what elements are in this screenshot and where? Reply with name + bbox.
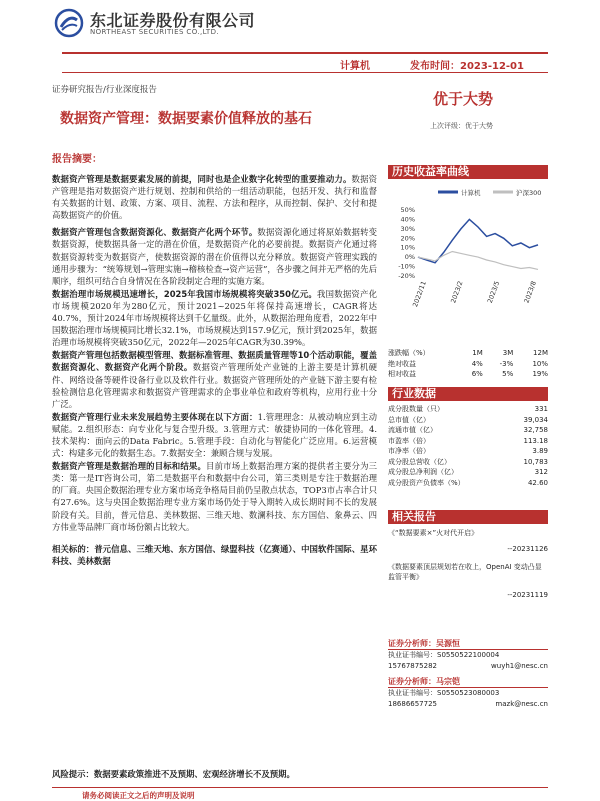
industry-label: 总市值（亿） (388, 415, 430, 424)
analyst-contact (388, 699, 548, 710)
industry-row (388, 478, 548, 489)
related-reports (388, 528, 548, 600)
industry-value: 32,758 (523, 426, 548, 435)
summary-paragraph (52, 411, 377, 459)
company-logo (54, 8, 84, 38)
related-report-date: --20231119 (507, 591, 548, 599)
analyst-name: 证券分析师：马宗铠 (388, 676, 548, 688)
subhead-rule (62, 72, 548, 73)
risk-label: 风险提示： (52, 769, 94, 779)
returns-header-row (388, 348, 548, 359)
analyst-name: 证券分析师：吴源恒 (388, 638, 548, 650)
publish-date: 发布时间：2023-12-01 (410, 61, 524, 72)
legend-label: 计算机 (461, 189, 481, 197)
industry-row (388, 446, 548, 457)
industry-label: 成分股总净利润（亿） (388, 468, 458, 477)
industry-value: 331 (534, 405, 548, 414)
industry-value: 42.60 (527, 478, 548, 487)
report-title: 数据资产管理：数据要素价值释放的基石 (60, 111, 312, 127)
industry-value: 312 (534, 468, 548, 477)
legend-label: 沪深300 (516, 189, 542, 197)
industry-value: 113.18 (523, 436, 548, 445)
analyst-license: 执业证书编号：S0550522100004 (388, 651, 500, 659)
series-line-computer (418, 219, 538, 262)
footer-rule (52, 787, 548, 788)
summary-lead: 数据治理市场规模迅速增长，2025年我国市场规模将突破350亿元。 (52, 288, 317, 299)
report-type: 证券研究报告/行业深度报告 (52, 85, 157, 95)
industry-value: 39,034 (523, 415, 548, 424)
analyst-license: 执业证书编号：S0550523080003 (388, 689, 500, 697)
rating: 优于大势 (433, 90, 494, 108)
summary-paragraph (52, 349, 377, 409)
company-name-en: NORTHEAST SECURITIES CO.,LTD. (90, 28, 220, 36)
y-tick-label: 40% (400, 215, 415, 224)
risk-text: 数据要素政策推进不及预期、宏观经济增长不及预期。 (93, 769, 295, 779)
industry-label: 市净率（倍） (388, 447, 430, 456)
industry-label: 成分股总营收（亿） (388, 457, 451, 466)
related-report-item[interactable]: 《数据要素顶层规划若在收上，OpenAI 变动凸显监管平衡》 (388, 563, 542, 581)
analyst-phone: 18686657725 (388, 700, 437, 708)
chart-area (388, 184, 548, 334)
x-tick-label: 2023/8 (522, 279, 538, 305)
summary-text: 数据资源化通过将原始数据转变数据资源，使数据具备一定的潜在价值，是数据资产化的必要前提。数据资产化通过将数据资源转变为数据资产，使数据资源的潜在价值得以充分释放。数据资产管理实践的通用步骤为：“统筹规划→管理实施→稽核检查→资产运营”，各步骤之间并无严格的先后顺序，组织可结合自身情况在各阶段制定合理的实施方案。 (52, 227, 378, 286)
y-tick-label: -10% (398, 262, 415, 271)
industry-row (388, 425, 548, 436)
chart-section-title: 历史收益率曲线 (388, 165, 548, 179)
industry-value: 3.89 (532, 447, 548, 456)
y-tick-label: 0% (404, 253, 415, 262)
analyst-block (388, 638, 548, 710)
header-rule (62, 52, 548, 54)
return-chart (388, 184, 548, 334)
industry-row (388, 404, 548, 415)
y-tick-label: 50% (400, 206, 415, 214)
summary-text: 数据资产管理是指对数据资产进行规划、控制和供给的一组活动职能，包括开发、执行和监督有关数据的计划、政策、方案、项目、流程、方法和程序，从而控制、保护、交付和提高数据资产的价值。 (52, 174, 378, 221)
returns-row (388, 359, 548, 370)
industry-row (388, 436, 548, 447)
related-report-date: --20231126 (507, 545, 548, 553)
prev-rating: 上次评级：优于大势 (430, 122, 493, 130)
returns-cell: -3% (499, 359, 514, 368)
sector-label: 计算机 (340, 61, 370, 72)
returns-cell: 相对收益 (388, 370, 416, 379)
related-reports-title: 相关报告 (388, 510, 548, 524)
company-name-cn: 东北证券股份有限公司 (90, 11, 256, 30)
summary-lead: 数据资产管理是数据要素发展的前提，同时也是企业数字化转型的重要推动力。 (52, 174, 352, 184)
returns-cell: 4% (471, 359, 483, 368)
returns-row (388, 369, 548, 380)
y-tick-label: -20% (398, 272, 415, 280)
industry-table (388, 404, 548, 488)
summary-heading: 报告摘要： (52, 154, 102, 165)
summary-text: 我国数据资产化市场规模2020年为280亿元，预计2021~2025年将保持高速增长，CAGR将达40.7%，预计2024年市场规模将达到千亿量级。此外，从数据治理角度看，2022年中国数据治理市场规模同比增长32.1%，市场规模达到157.9亿元，预计到2025年，数据治理市场规模将突破350亿元，2022年—2025年CAGR为30.39%。 (52, 288, 378, 348)
returns-header: 涨跌幅（%） (388, 349, 430, 358)
footer-disclaimer: 请务必阅读正文之后的声明及说明 (82, 791, 195, 800)
related-stocks (52, 543, 377, 567)
logo-emblem (54, 8, 84, 38)
analyst-phone: 15767875282 (388, 662, 437, 670)
summary-text: 1.管理理念：从被动响应到主动赋能。2.组织形态：向专业化与复合型升级。3.管理方式：敏捷协同的一体化管理。4.技术架构：面向云的Data Fabric。5.管理手段：自动化与智能化广泛应用。6.运营模式：构建多元化的数据生态。7.数据安全：兼顾合规与发展。 (52, 411, 377, 459)
y-tick-label: 20% (400, 234, 415, 243)
returns-cell: 5% (502, 370, 514, 379)
analyst-contact (388, 661, 548, 672)
x-tick-label: 2023/2 (449, 279, 465, 305)
summary-lead: 数据资产管理包含数据资源化、数据资产化两个环节。 (52, 227, 258, 238)
industry-label: 市盈率（倍） (388, 436, 430, 445)
analyst-email[interactable]: wuyh1@nesc.cn (491, 662, 548, 670)
summary-lead: 数据资产管理是数据治理的目标和结果。 (52, 461, 207, 472)
summary-text: 数据资产管理所处产业链的上游主要是计算机硬件、网络设备等硬件设备行业以及软件行业。数据资产管理所处的产业链下游主要有检验检测信息化管理需求和数据资产管理需求的企事业单位和政府等机构，应用行业十分广泛。 (52, 362, 378, 409)
summary-paragraph (52, 288, 377, 348)
summary-paragraph (52, 173, 377, 221)
returns-header: 1M (472, 349, 483, 358)
industry-title: 行业数据 (388, 387, 548, 401)
summary-body (52, 173, 377, 567)
returns-cell: 19% (532, 370, 548, 379)
returns-table (388, 348, 548, 380)
returns-cell: 6% (471, 370, 483, 379)
series-line-hs300 (418, 252, 538, 270)
industry-row (388, 415, 548, 426)
summary-lead: 数据资产管理包括数据模型管理、数据标准管理、数据质量管理等10个活动职能，覆盖数据资源化、数据资产化两个阶段。 (52, 350, 377, 373)
returns-cell: 10% (532, 359, 548, 368)
risk-warning (52, 768, 377, 780)
returns-header: 3M (502, 349, 514, 358)
returns-header: 12M (533, 349, 548, 358)
related-stocks-text: 普元信息、三维天地、东方国信、绿盟科技（亿赛通）、中国软件国际、星环科技、美林数据 (52, 543, 377, 566)
industry-row (388, 467, 548, 478)
summary-paragraph (52, 226, 377, 286)
summary-text: 目前市场上数据治理方案的提供者主要分为三类：第一是IT咨询公司，第二是数据平台和数据中台公司，第三类则是专注于数据治理的厂商。央国企数据治理专业方案市场竞争格局目前仍呈散点状态，TOP3市占率合计只有27.6%。这与央国企数据治理专业方案市场仍处于导入期转入成长期时间不长的发展阶段有关。目前，普元信息、美林数据、三维天地、数澜科技、东方国信、象鼻云、四方伟业等品牌厂商市场份额占比较大。 (52, 461, 378, 532)
x-tick-label: 2022/11 (411, 279, 428, 309)
industry-row (388, 457, 548, 468)
y-tick-label: 10% (400, 243, 415, 252)
industry-label: 流通市值（亿） (388, 426, 437, 435)
y-tick-label: 30% (400, 224, 415, 233)
industry-label: 成分股数量（只） (388, 405, 444, 414)
industry-label: 成分股资产负债率（%） (388, 478, 465, 487)
summary-lead: 数据资产管理行业未来发展趋势主要体现在以下方面： (52, 411, 258, 422)
related-report-item[interactable]: 《“数据要素×”火对代开启》 (388, 529, 479, 537)
industry-value: 10,783 (523, 457, 548, 466)
returns-cell: 绝对收益 (388, 359, 416, 368)
x-tick-label: 2023/5 (485, 279, 502, 305)
analyst-email[interactable]: mazk@nesc.cn (495, 700, 548, 708)
related-stocks-label: 相关标的： (52, 543, 95, 554)
summary-paragraph (52, 460, 377, 533)
